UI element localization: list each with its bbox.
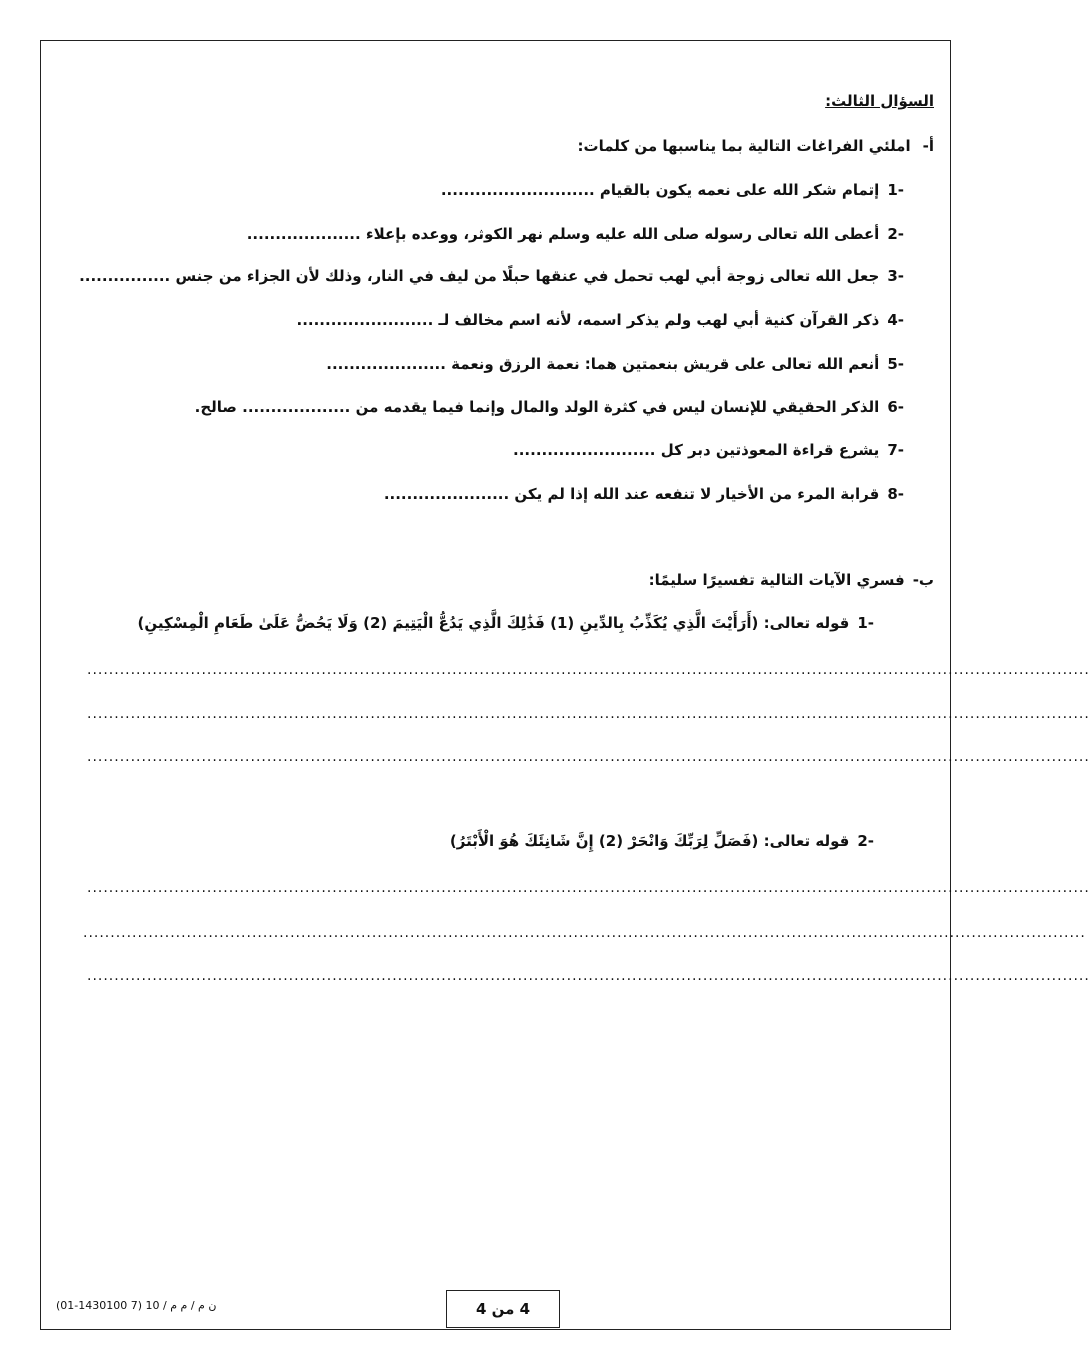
part-b-label: ب- <box>912 571 934 589</box>
blank-item-5 <box>326 355 904 373</box>
item-text: جعل الله تعالى زوجة أبي لهب تحمل في عنقها حبلًا من ليف في النار، وذلك لأن الجزاء من جنس ................ <box>79 267 880 285</box>
blank-item-7 <box>513 441 904 459</box>
item-number: -4 <box>887 311 904 329</box>
question-number: -1 <box>857 614 874 632</box>
answer-line[interactable]: ........................................................................................................................................................................................ <box>87 706 1090 722</box>
verse-question-1 <box>138 614 874 632</box>
item-number: -3 <box>887 267 904 285</box>
question-text: قوله تعالى: (أَرَأَيْتَ الَّذِي يُكَذِّبُ بِالدِّينِ (1) فَذَٰلِكَ الَّذِي يَدُعُّ الْيَتِيمَ (2) وَلَا يَحُضُّ عَلَىٰ طَعَامِ الْمِسْكِينِ) <box>137 614 850 632</box>
item-text: ذكر القرآن كنية أبي لهب ولم يذكر اسمه، لأنه اسم مخالف لـ ........................ <box>296 311 880 329</box>
page-number-box <box>446 1290 560 1328</box>
blank-item-8 <box>384 485 904 503</box>
answer-line[interactable]: ........................................................................................................................................................................................ <box>87 749 1090 765</box>
item-number: -7 <box>887 441 904 459</box>
answer-line[interactable]: ........................................................................................................................................................................................ <box>87 880 1090 896</box>
answer-line[interactable]: ........................................................................................................................................................................................ <box>83 925 1086 941</box>
item-number: -8 <box>887 485 904 503</box>
document-code: (01-1430100 7) 10 / ن م / م م <box>56 1299 217 1312</box>
part-b-instruction-text: فسري الآيات التالية تفسيرًا سليمًا: <box>648 571 905 589</box>
answer-line[interactable]: ........................................................................................................................................................................................ <box>87 662 1090 678</box>
blank-item-4 <box>297 311 904 329</box>
item-text: إتمام شكر الله على نعمه يكون بالقيام ........................... <box>440 181 880 199</box>
question-number: -2 <box>857 832 874 850</box>
part-b-instruction <box>649 571 934 589</box>
blank-item-6 <box>195 398 904 416</box>
item-text: أنعم الله تعالى على قريش بنعمتين هما: نعمة الرزق ونعمة ..................... <box>326 355 880 373</box>
blank-item-3 <box>79 267 904 285</box>
page-number: 4 من 4 <box>475 1300 531 1318</box>
blank-item-1 <box>441 181 904 199</box>
part-a-instruction <box>578 137 934 155</box>
item-number: -5 <box>887 355 904 373</box>
item-text: الذكر الحقيقي للإنسان ليس في كثرة الولد والمال وإنما فيما يقدمه من ................... صالح. <box>194 398 880 416</box>
verse-question-2 <box>450 832 874 850</box>
item-number: -1 <box>887 181 904 199</box>
section-title: السؤال الثالث: <box>825 92 934 110</box>
item-number: -2 <box>887 225 904 243</box>
part-a-label: أ- <box>922 137 934 155</box>
item-text: يشرع قراءة المعوذتين دبر كل ......................... <box>513 441 880 459</box>
item-text: قرابة المرء من الأخيار لا تنفعه عند الله إذا لم يكن ...................... <box>383 485 880 503</box>
answer-line[interactable]: ........................................................................................................................................................................................ <box>87 968 1090 984</box>
item-number: -6 <box>887 398 904 416</box>
part-a-instruction-text: املئي الفراغات التالية بما يناسبها من كلمات: <box>577 137 911 155</box>
question-text: قوله تعالى: (فَصَلِّ لِرَبِّكَ وَانْحَرْ (2) إِنَّ شَانِئَكَ هُوَ الْأَبْتَرُ) <box>449 832 850 850</box>
item-text: أعطى الله تعالى رسوله صلى الله عليه وسلم نهر الكوثر، ووعده بإعلاء .................... <box>246 225 880 243</box>
blank-item-2 <box>247 225 904 243</box>
